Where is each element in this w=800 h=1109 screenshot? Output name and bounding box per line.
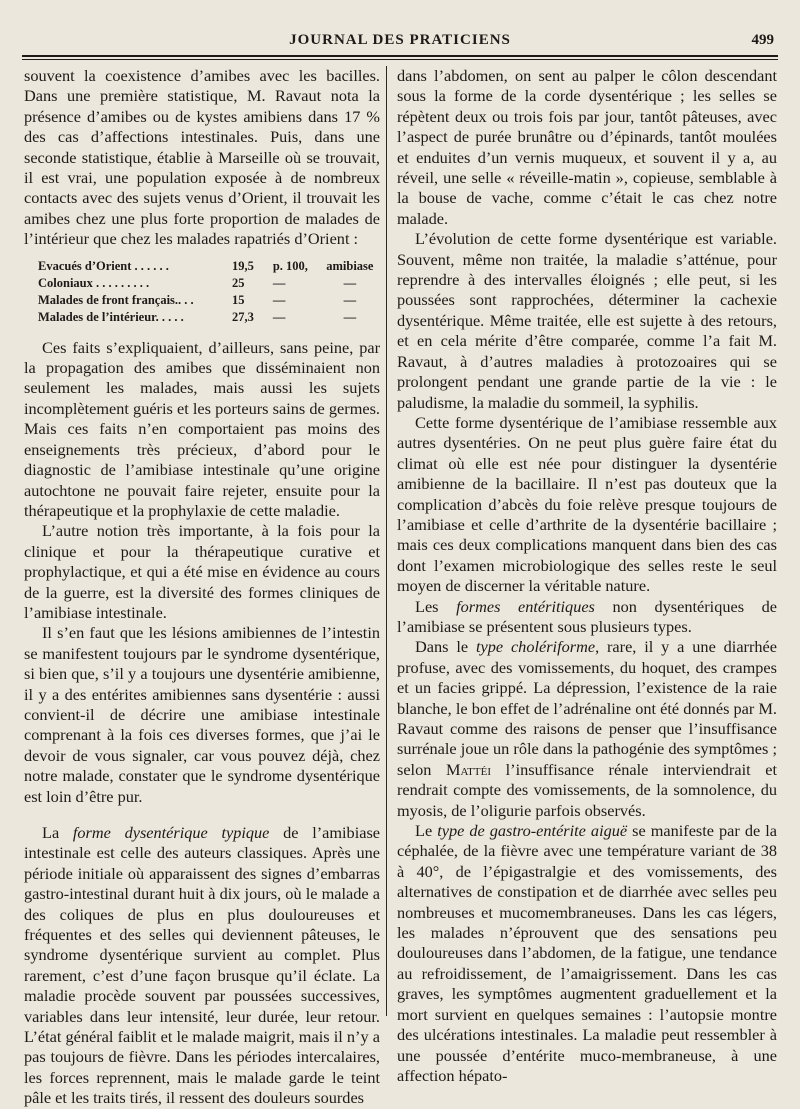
- stats-label: Evacués d’Orient . . . . . .: [38, 258, 169, 273]
- italic-term: type de gastro-entérite aiguë: [437, 821, 628, 841]
- stats-row: [38, 275, 380, 292]
- right-paragraph-5: [397, 637, 777, 821]
- text-run: se manifeste par de la céphalée, de la fièvre avec une température variant de 38 à 40°, de l’épigastralgie et des vomissements, des alternatives de constipation et de diarrhée avec selles peu nombreuses et mucomembraneuses. Dans les cas légers, les malades n’éprouvent que des sensations peu douloureuses dans l’abdomen, de la fatigue, une tendance au refroidissement, de l’amaigrissement. Dans les cas graves, les symptômes augmentent graduellement et la mort survient en quelques semaines : l’autopsie montre des ulcérations intestinales. La maladie peut ressembler à une poussée d’entérite muco-membraneuse, à une affection hépato-: [397, 821, 778, 1085]
- stats-row: [38, 258, 380, 275]
- right-paragraph-6: [397, 821, 777, 1086]
- text-run: de l’amibiase intestinale est celle des auteurs classiques. Après une période initiale où apparaissent des signes d’embarras gastro-intestinal durant huit à dix jours, où le malade a des coliques de plus en plus douloureuses et fréquentes et des selles qui deviennent pâteuses, le syndrome dysentérique survient au complet. Plus rarement, c’est d’une façon brusque qu’il éclate. La maladie procède souvent par poussées successives, variables dans leur intensité, leur durée, leur retour. L’état général faiblit et le malade maigrit, mais il n’y a pas toujours de fièvre. Dans les périodes intercalaires, les forces reprennent, mais le malade garde le teint pâle et les traits tirés, il ressent des douleurs sourdes: [24, 823, 381, 1108]
- running-header: [22, 32, 778, 54]
- left-paragraph-1: souvent la coexistence d’amibes avec les bacilles. Dans une première statistique, M. Ravaut nota la présence d’amibes ou de kystes amibiens dans 17 % des cas d’affections intestinales. Puis, dans une seconde statistique, établie à Marseille où se trouvait, il est vrai, une population exposée à de nombreux contacts avec des sujets venus d’Orient, il trouvait les amibes chez une plus forte proportion de malades de l’intérieur que chez les malades rapatriés d’Orient :: [24, 66, 380, 249]
- page-number: 499: [751, 32, 774, 48]
- left-paragraph-3: L’autre notion très importante, à la fois pour la clinique et pour la thérapeutique curative et prophylactique, et qui a été mise en évidence au cours de la guerre, est la diversité des formes cliniques de l’amibiase intestinale.: [24, 521, 380, 622]
- stats-kind: amibiase: [326, 258, 374, 273]
- stats-unit: p. 100,: [272, 258, 308, 273]
- italic-term: forme dysentérique typique: [72, 823, 270, 842]
- italic-term: type cholériforme: [475, 637, 596, 657]
- stats-label: Coloniaux . . . . . . . . .: [38, 275, 150, 290]
- stats-unit: —: [272, 292, 286, 307]
- stats-label: Malades de l’intérieur. . . . .: [38, 309, 184, 324]
- right-paragraph-3: Cette forme dysentérique de l’amibiase ressemble aux autres dysentéries. On ne peut plus guère faire état du climat où elle est née pour distinguer la dysentérie amibienne de la bacillaire. Il n’est pas douteux que la complication d’abcès du foie relève presque toujours de l’amibiase et celle d’arthrite de la dysentérie bacillaire ; mais ces deux complications manquent dans bien des cas dont l’examen microbiologique des selles reste le seul moyen de discerner la véritable nature.: [397, 412, 777, 596]
- left-column: [24, 66, 380, 1109]
- stats-value: 25: [231, 275, 245, 290]
- stats-value: 19,5: [231, 258, 254, 273]
- right-column: [397, 66, 777, 1086]
- stats-kind: —: [343, 309, 357, 324]
- right-paragraph-1: dans l’abdomen, on sent au palper le côlon descendant sous la forme de la corde dysentérique ; les selles se répètent deux ou trois fois par jour, tantôt pâteuses, avec l’aspect de purée brunâtre ou d’épinards, tantôt moulées et enduites d’un vernis muqueux, et souvent il y a, au réveil, une selle « réveille-matin », copieuse, semblable à la bouse de vache, comme c’était le cas chez notre malade.: [397, 66, 777, 228]
- right-paragraph-4: [397, 597, 777, 638]
- text-run: Le: [415, 821, 438, 841]
- stats-unit: —: [272, 275, 286, 290]
- left-paragraph-2: Ces faits s’expliquaient, d’ailleurs, sans peine, par la propagation des amibes que disséminaient non seulement les malades, mais aussi les sujets incomplètement guéris et les porteurs sains de germes. Mais ces faits n’en comportaient pas moins des enseignements très précieux, d’abord pour le diagnostic de l’amibiase intestinale qu’une origine autochtone ne pouvait faire rejeter, ensuite pour la thérapeutique et la prophylaxie de cette maladie.: [24, 337, 380, 520]
- stats-kind: —: [343, 275, 357, 290]
- header-rule-thick: [22, 55, 778, 57]
- left-paragraph-5: [24, 823, 380, 1109]
- italic-term: formes entéritiques: [456, 596, 595, 616]
- stats-label: Malades de front français.. . .: [38, 292, 194, 307]
- stats-row: [38, 309, 380, 326]
- text-run: Dans le: [415, 637, 476, 657]
- text-run: l’insuffisance rénale interviendrait et rendrait compte des vomissements, de la somnolence, du myosis, de l’oligurie parfois observés.: [397, 759, 777, 820]
- text-run: non dysentériques de l’amibiase se présentent sous plusieurs types.: [397, 596, 778, 636]
- stats-kind: —: [343, 292, 357, 307]
- left-paragraph-4: Il s’en faut que les lésions amibiennes de l’intestin se manifestent toujours par le syndrome dysentérique, si bien que, s’il y a toujours une dysentérie amibienne, il y a des entérites amibiennes sans dysentérie : aussi convient-il de décrire une amibiase intestinale comprenant à la fois ces diverses formes, que j’ai le devoir de vous signaler, car vous pouvez déjà, chez notre malade, constater que le syndrome dysentérique est loin d’être pur.: [24, 623, 380, 806]
- text-run: La: [42, 823, 73, 842]
- statistics-table: [38, 258, 380, 326]
- stats-row: [38, 292, 380, 309]
- header-rule-thin: [22, 59, 778, 60]
- author-name: Mattéi: [445, 759, 492, 779]
- stats-unit: —: [272, 309, 286, 324]
- text-run: , rare, il y a une diarrhée profuse, avec des vomissements, du hoquet, des crampes et un facies grippé. La dépression, l’existence de la raie blanche, le bon effet de l’adrénaline ont été donnés par M. Ravaut comme des raisons de penser que l’insuffisance surrénale joue un rôle dans la pathogénie des symptômes ; selon: [397, 637, 777, 779]
- journal-title: JOURNAL DES PRATICIENS: [289, 32, 511, 48]
- stats-value: 27,3: [231, 309, 254, 324]
- stats-value: 15: [231, 292, 245, 307]
- text-run: Les: [415, 596, 457, 616]
- right-paragraph-2: L’évolution de cette forme dysentérique est variable. Souvent, même non traitée, la maladie s’atténue, pour reprendre à des intervalles éloignés ; elle peut, si les poussées sont rapprochées, déterminer la cachexie dysentérique. Même traitée, elle est sujette à des retours, et en cela mérite d’être comparée, comme l’a fait M. Ravaut, à d’autres maladies à protozoaires qui se prolongent pendant une grande partie de la vie : le paludisme, la maladie du sommeil, la syphilis.: [397, 229, 777, 412]
- column-divider: [386, 66, 387, 1016]
